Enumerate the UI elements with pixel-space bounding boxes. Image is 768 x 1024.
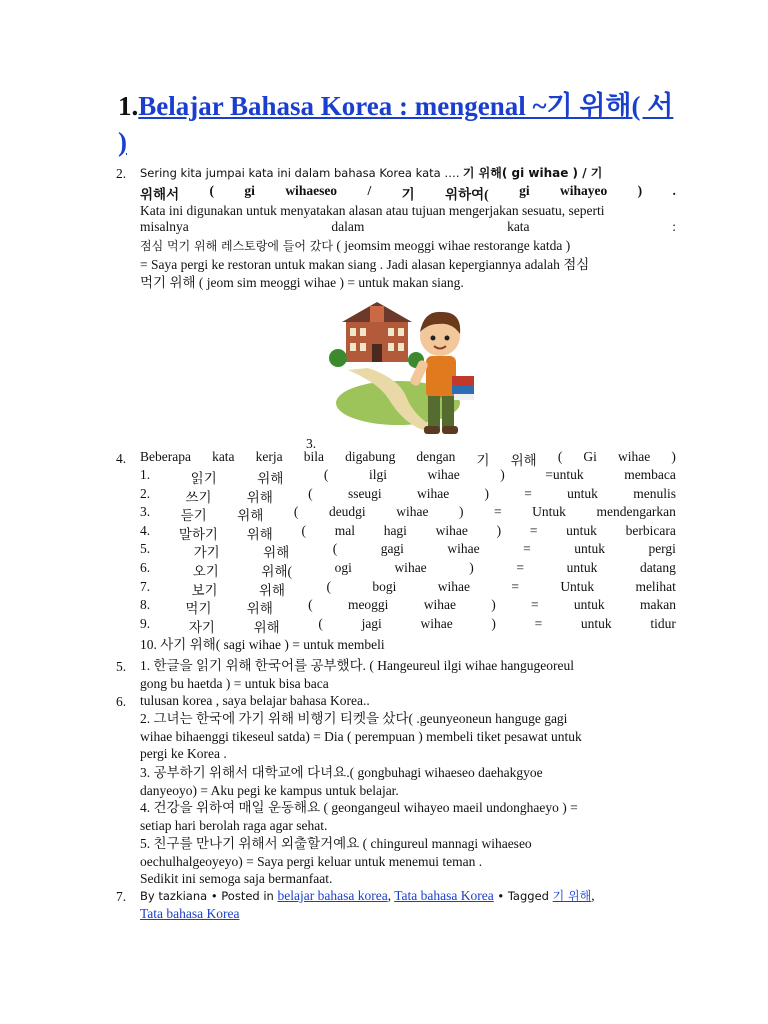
item-4-intro-word: kata	[212, 449, 235, 464]
verb-list-row-word: berbicara	[625, 522, 676, 538]
item-6-line-9: 5. 친구를 만나기 위해서 외출할거예요 ( chingureul mannagi wihaeseo	[140, 836, 532, 851]
item-2-line-1: Sering kita jumpai kata ini dalam bahasa Korea kata …. 기 위해( gi wihae ) / 기	[140, 166, 603, 180]
item-6-line-1: tulusan korea , saya belajar bahasa Korea..	[140, 693, 370, 708]
item-4-intro-word: 기	[476, 453, 490, 468]
verb-list-row-word: untuk	[566, 560, 598, 575]
item-2-line-3: Kata ini digunakan untuk menyatakan alasan atau tujuan mengerjakan sesuatu, seperti	[140, 203, 605, 218]
verb-list-row-word: 위해	[258, 582, 286, 598]
verb-list-row-word: 4.	[140, 522, 151, 538]
item-2-line-2-word: wihaeseo	[285, 183, 338, 198]
verb-list-row-word: 5.	[140, 541, 151, 557]
title-number: 1.	[118, 91, 139, 121]
verb-list-row-word: 위해	[237, 508, 264, 524]
verb-list-row-word: 2.	[140, 485, 151, 501]
item-4-intro-word: dengan	[416, 449, 456, 464]
item-2-number: 2.	[116, 166, 127, 181]
verb-list-row-word: =	[494, 504, 502, 520]
item-4-intro-word: Beberapa	[140, 449, 191, 464]
verb-list-row-word: 쓰기	[185, 489, 212, 505]
verb-list-row-word: )	[469, 560, 474, 575]
verb-list-row-word: untuk	[567, 485, 598, 501]
item-4-intro-word: digabung	[345, 449, 396, 464]
post-meta: By tazkiana • Posted in belajar bahasa korea, Tata bahasa Korea • Tagged 기 위해,	[140, 888, 595, 903]
verb-list-row-word: 8.	[140, 597, 151, 613]
verb-list-row-word: (	[326, 578, 331, 594]
item-6-line-10: oechulhalgeoyeyo) = Saya pergi keluar untuk menemui teman .	[140, 854, 483, 869]
verb-list-row-word: bogi	[372, 578, 397, 594]
item-4-intro-word: kerja	[255, 449, 283, 464]
item-2-line-4-word: kata	[507, 219, 530, 234]
item-6-line-8: setiap hari berolah raga agar sehat.	[140, 818, 328, 833]
verb-list-row-word: pergi	[648, 541, 676, 557]
verb-list-row-word: =	[531, 597, 539, 613]
verb-list-row-word: =	[523, 541, 531, 557]
item-6-line-3: wihae bihaenggi tikeseul satda) = Dia ( perempuan ) membeli tiket pesawat untuk	[140, 729, 582, 744]
verb-list-row-word: 위해(	[261, 564, 292, 579]
verb-list-row-word: deudgi	[328, 504, 366, 520]
verb-list-row-word: =	[516, 560, 524, 575]
verb-list-row-word: wihae	[394, 560, 427, 575]
item-4-intro-word: Gi	[583, 449, 597, 464]
item-2-line-7: 먹기 위해 ( jeom sim meoggi wihae ) = untuk makan siang.	[140, 275, 464, 290]
item-6-line-11: Sedikit ini semoga saja bermanfaat.	[140, 871, 333, 886]
verb-list-row-word: mendengarkan	[596, 504, 676, 520]
item-4-intro-word: bila	[303, 449, 324, 464]
verb-list-row-word: )	[496, 522, 502, 538]
verb-list-row-word: (	[301, 522, 306, 538]
verb-list-row-word: 위해	[246, 601, 273, 617]
item-2-line-4-word: misalnya	[140, 219, 189, 234]
verb-list-row-word: Untuk	[560, 578, 595, 594]
item-2-line-2-word: 기	[401, 187, 415, 202]
verb-list-row	[140, 486, 676, 504]
verb-list-row-word: makan	[639, 597, 676, 613]
item-2-line-2-word: 위하여(	[445, 187, 489, 202]
verb-list-row	[140, 467, 676, 485]
verb-list-row-word: 9.	[140, 615, 151, 631]
verb-list-row	[140, 504, 676, 522]
item-6-line-6: danyeoyo) = Aku pegi ke kampus untuk belajar.	[140, 783, 399, 798]
verb-list-row-word: wihae	[427, 467, 460, 482]
category-link-tata-bahasa[interactable]: Tata bahasa Korea	[394, 888, 494, 903]
verb-list-row-word: wihae	[435, 522, 468, 538]
item-2-line-2-word: wihayeo	[559, 183, 608, 198]
verb-list-row-word: untuk	[580, 615, 612, 631]
verb-list-row-word: wihae	[437, 578, 470, 594]
item-2-line-2-word: gi	[244, 183, 255, 198]
item-2-line-4-word: :	[672, 219, 676, 234]
verb-list-row-word: (	[332, 541, 338, 557]
verb-list-row-word: 위해	[263, 545, 290, 561]
item-4-row-10: 10. 사기 위해( sagi wihae ) = untuk membeli	[140, 637, 385, 652]
item-4-intro-word: wihae	[618, 449, 651, 464]
verb-list-row	[140, 541, 676, 559]
verb-list-row-word: 7.	[140, 578, 151, 594]
item-4-intro-word: )	[671, 449, 676, 464]
item-5-line-2: gong bu haetda ) = untuk bisa baca	[140, 676, 329, 691]
verb-list-row-word: =	[529, 522, 538, 538]
verb-list-row-word: 듣기	[180, 508, 207, 524]
verb-list-row	[140, 579, 676, 597]
page-title	[118, 88, 678, 160]
verb-list-row-word: (	[293, 504, 299, 520]
verb-list-row-word: (	[308, 485, 313, 501]
verb-list-row-word: mal	[334, 522, 355, 538]
verb-list-row-word: 보기	[191, 582, 218, 598]
verb-list-row-word: wihae	[396, 504, 429, 520]
verb-list-row-word: 위해	[246, 489, 273, 505]
title-link[interactable]: Belajar Bahasa Korea : mengenal ~기 위해( 서 )	[118, 91, 674, 157]
verb-list-row	[140, 560, 676, 578]
verb-list-row-word: wihae	[423, 597, 456, 613]
boy-with-books-and-school-illustration	[328, 298, 478, 438]
item-4-intro	[140, 449, 676, 467]
verb-list-row-word: datang	[639, 560, 676, 575]
verb-list-row-word: 위해	[246, 526, 273, 542]
item-2-line-2-word: 위해서	[140, 187, 180, 202]
verb-list-row-word: )	[458, 504, 464, 520]
verb-list-row-word: ilgi	[368, 467, 387, 482]
verb-list-row-word: =	[534, 615, 543, 631]
verb-list-row-word: (	[308, 597, 313, 613]
verb-list-row-word: wihae	[416, 485, 450, 501]
verb-list-row-word: untuk	[566, 522, 597, 538]
verb-list-row-word: sseugi	[347, 485, 382, 501]
item-4-intro-word: 위해	[510, 453, 537, 468]
item-2-line-5: 점심 먹기 위해 레스토랑에 들어 갔다 ( jeomsim meoggi wihae restorange katda )	[140, 238, 571, 253]
post-meta-line-2	[140, 905, 676, 923]
verb-list-row-word: )	[491, 615, 496, 631]
item-2-line-6: = Saya pergi ke restoran untuk makan siang . Jadi alasan kepergiannya adalah 점심	[140, 257, 590, 272]
verb-list-row-word: =	[511, 578, 519, 594]
item-7-number: 7.	[116, 889, 127, 904]
category-link-belajar[interactable]: belajar bahasa korea	[277, 888, 388, 903]
verb-list-row-word: 먹기	[185, 601, 212, 617]
verb-list-row	[140, 597, 676, 615]
item-6-line-7: 4. 건강을 위하여 매일 운동해요 ( geongangeul wihayeo maeil undonghaeyo ) =	[140, 800, 578, 815]
item-2-line-2-word: .	[672, 183, 676, 198]
verb-list-row-word: jagi	[361, 615, 382, 631]
verb-list-row-word: 오기	[192, 564, 219, 579]
verb-list-row-word: )	[484, 485, 489, 501]
item-6-number: 6.	[116, 694, 127, 709]
verb-list-row-word: (	[318, 615, 323, 631]
item-5-line-1: 1. 한글을 읽기 위해 한국어를 공부했다. ( Hangeureul ilgi wihae hangugeoreul	[140, 658, 575, 673]
verb-list-row-word: gagi	[380, 541, 404, 557]
verb-list-row-word: tidur	[650, 615, 676, 631]
verb-list-row-word: untuk	[573, 597, 605, 613]
verb-list-row-word: 위해	[257, 471, 284, 486]
verb-list-row-word: =untuk	[545, 467, 584, 482]
item-2-line-2-word: )	[637, 183, 643, 198]
verb-list-row-word: 말하기	[178, 526, 218, 542]
verb-list-row-word: wihae	[420, 615, 453, 631]
verb-list-row-word: 읽기	[190, 471, 217, 486]
item-4-intro-word: (	[557, 449, 563, 464]
item-2-line-2	[140, 183, 676, 201]
item-6-line-2: 2. 그녀는 한국에 가기 위해 비행기 티켓을 샀다( .geunyeoneun hanguge gagi	[140, 711, 568, 726]
item-2-line-4	[140, 219, 676, 237]
item-2-line-2-word: /	[367, 183, 372, 198]
verb-list-row-word: 6.	[140, 560, 151, 575]
tag-link-tata-bahasa[interactable]: Tata bahasa Korea	[140, 906, 240, 921]
verb-list-row-word: 자기	[188, 619, 215, 635]
item-6-line-4: pergi ke Korea .	[140, 746, 227, 761]
verb-list-row-word: Untuk	[532, 504, 566, 520]
item-2-line-2-word: (	[209, 183, 215, 198]
verb-list-row-word: =	[524, 485, 532, 501]
verb-list-row	[140, 616, 676, 634]
verb-list-row-word: melihat	[635, 578, 676, 594]
verb-list-row-word: (	[323, 467, 329, 482]
item-2-line-2-word: gi	[519, 183, 530, 198]
item-5-number: 5.	[116, 659, 127, 674]
verb-list-row-word: untuk	[574, 541, 605, 557]
verb-list-row-word: )	[491, 597, 496, 613]
verb-list-row-word: 가기	[193, 545, 220, 561]
verb-list-row-word: )	[500, 467, 505, 482]
verb-list-row-word: 3.	[140, 504, 151, 520]
verb-list-row-word: 1.	[140, 467, 151, 482]
verb-list-row-word: 위해	[253, 619, 280, 635]
verb-list-row-word: hagi	[383, 522, 407, 538]
item-4-number: 4.	[116, 451, 127, 466]
tag-link-gi-wihae[interactable]: 기 위해	[552, 889, 592, 903]
verb-list-row-word: menulis	[633, 485, 676, 501]
verb-list-row-word: wihae	[447, 541, 480, 557]
verb-list-row	[140, 523, 676, 541]
verb-list-row-word: membaca	[624, 467, 676, 482]
item-2-line-4-word: dalam	[331, 219, 365, 234]
verb-list-row-word: meoggi	[347, 597, 389, 613]
item-3-number: 3.	[306, 436, 317, 451]
verb-list-row-word: ogi	[334, 560, 352, 575]
item-6-line-5: 3. 공부하기 위해서 대학교에 다녀요.( gongbuhagi wihaeseo daehakgyoe	[140, 765, 543, 780]
